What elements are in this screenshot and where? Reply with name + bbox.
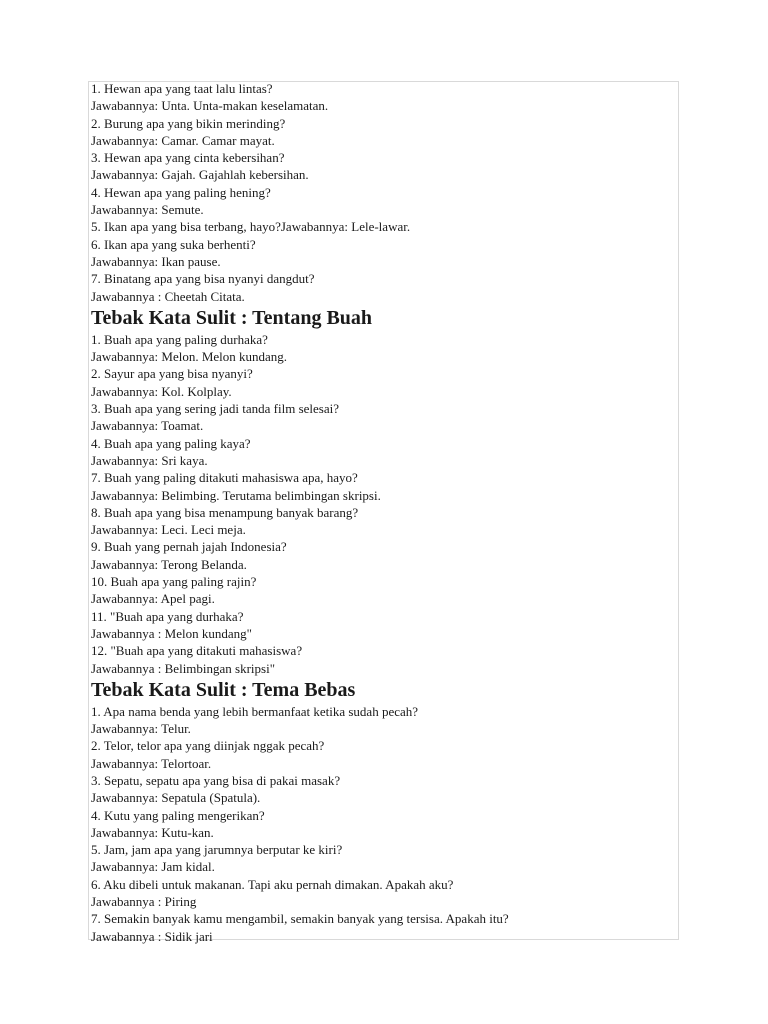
question-line: 9. Buah yang pernah jajah Indonesia? <box>91 539 287 555</box>
answer-line: Jawabannya: Kol. Kolplay. <box>91 383 232 399</box>
question-line: 5. Ikan apa yang bisa terbang, hayo?Jawabannya: Lele-lawar. <box>91 219 411 235</box>
question-line: 3. Sepatu, sepatu apa yang bisa di pakai masak? <box>91 772 341 788</box>
document-content <box>91 80 676 945</box>
question-line: 7. Semakin banyak kamu mengambil, semakin banyak yang tersisa. Apakah itu? <box>91 911 509 927</box>
answer-line: Jawabannya: Jam kidal. <box>91 859 215 875</box>
answer-line: Jawabannya: Terong Belanda. <box>91 556 247 572</box>
question-line: 6. Aku dibeli untuk makanan. Tapi aku pernah dimakan. Apakah aku? <box>91 876 454 892</box>
answer-line: Jawabannya : Melon kundang" <box>91 625 252 641</box>
question-line: 1. Hewan apa yang taat lalu lintas? <box>91 81 273 96</box>
question-line: 5. Jam, jam apa yang jarumnya berputar ke kiri? <box>91 842 343 858</box>
question-line: 1. Buah apa yang paling durhaka? <box>91 331 268 347</box>
answer-line: Jawabannya: Telur. <box>91 721 191 737</box>
question-line: 7. Buah yang paling ditakuti mahasiswa apa, hayo? <box>91 470 358 486</box>
answer-line: Jawabannya : Sidik jari <box>91 928 213 944</box>
question-line: 11. "Buah apa yang durhaka? <box>91 608 244 624</box>
answer-line: Jawabannya: Belimbing. Terutama belimbingan skripsi. <box>91 487 381 503</box>
question-line: 2. Sayur apa yang bisa nyanyi? <box>91 366 253 382</box>
answer-line: Jawabannya: Semute. <box>91 202 204 218</box>
question-line: 6. Ikan apa yang suka berhenti? <box>91 236 256 252</box>
answer-line: Jawabannya: Gajah. Gajahlah kebersihan. <box>91 167 309 183</box>
question-line: 1. Apa nama benda yang lebih bermanfaat ketika sudah pecah? <box>91 703 419 719</box>
answer-line: Jawabannya: Apel pagi. <box>91 591 215 607</box>
answer-line: Jawabannya: Unta. Unta-makan keselamatan. <box>91 98 329 114</box>
question-line: 12. "Buah apa yang ditakuti mahasiswa? <box>91 643 303 659</box>
answer-line: Jawabannya: Camar. Camar mayat. <box>91 132 275 148</box>
question-line: 10. Buah apa yang paling rajin? <box>91 574 257 590</box>
question-line: 4. Buah apa yang paling kaya? <box>91 435 251 451</box>
question-line: 4. Hewan apa yang paling hening? <box>91 184 271 200</box>
answer-line: Jawabannya : Piring <box>91 894 197 910</box>
section-3 <box>91 678 676 945</box>
answer-line: Jawabannya: Kutu-kan. <box>91 824 214 840</box>
question-line: 4. Kutu yang paling mengerikan? <box>91 807 265 823</box>
section-heading: Tebak Kata Sulit : Tentang Buah <box>91 306 373 329</box>
question-line: 2. Burung apa yang bikin merinding? <box>91 115 286 131</box>
answer-line: Jawabannya : Belimbingan skripsi" <box>91 660 276 676</box>
section-2 <box>91 306 676 677</box>
question-line: 7. Binatang apa yang bisa nyanyi dangdut? <box>91 271 315 287</box>
answer-line: Jawabannya: Melon. Melon kundang. <box>91 349 288 365</box>
question-line: 3. Hewan apa yang cinta kebersihan? <box>91 150 285 166</box>
section-heading: Tebak Kata Sulit : Tema Bebas <box>91 678 356 701</box>
question-line: 3. Buah apa yang sering jadi tanda film selesai? <box>91 401 340 417</box>
answer-line: Jawabannya: Leci. Leci meja. <box>91 522 246 538</box>
section-1 <box>91 80 676 305</box>
answer-line: Jawabannya: Sri kaya. <box>91 452 208 468</box>
answer-line: Jawabannya : Cheetah Citata. <box>91 288 245 304</box>
question-line: 8. Buah apa yang bisa menampung banyak barang? <box>91 504 359 520</box>
question-line: 2. Telor, telor apa yang diinjak nggak pecah? <box>91 738 325 754</box>
answer-line: Jawabannya: Toamat. <box>91 418 204 434</box>
answer-line: Jawabannya: Ikan pause. <box>91 253 221 269</box>
answer-line: Jawabannya: Telortoar. <box>91 755 212 771</box>
answer-line: Jawabannya: Sepatula (Spatula). <box>91 790 261 806</box>
